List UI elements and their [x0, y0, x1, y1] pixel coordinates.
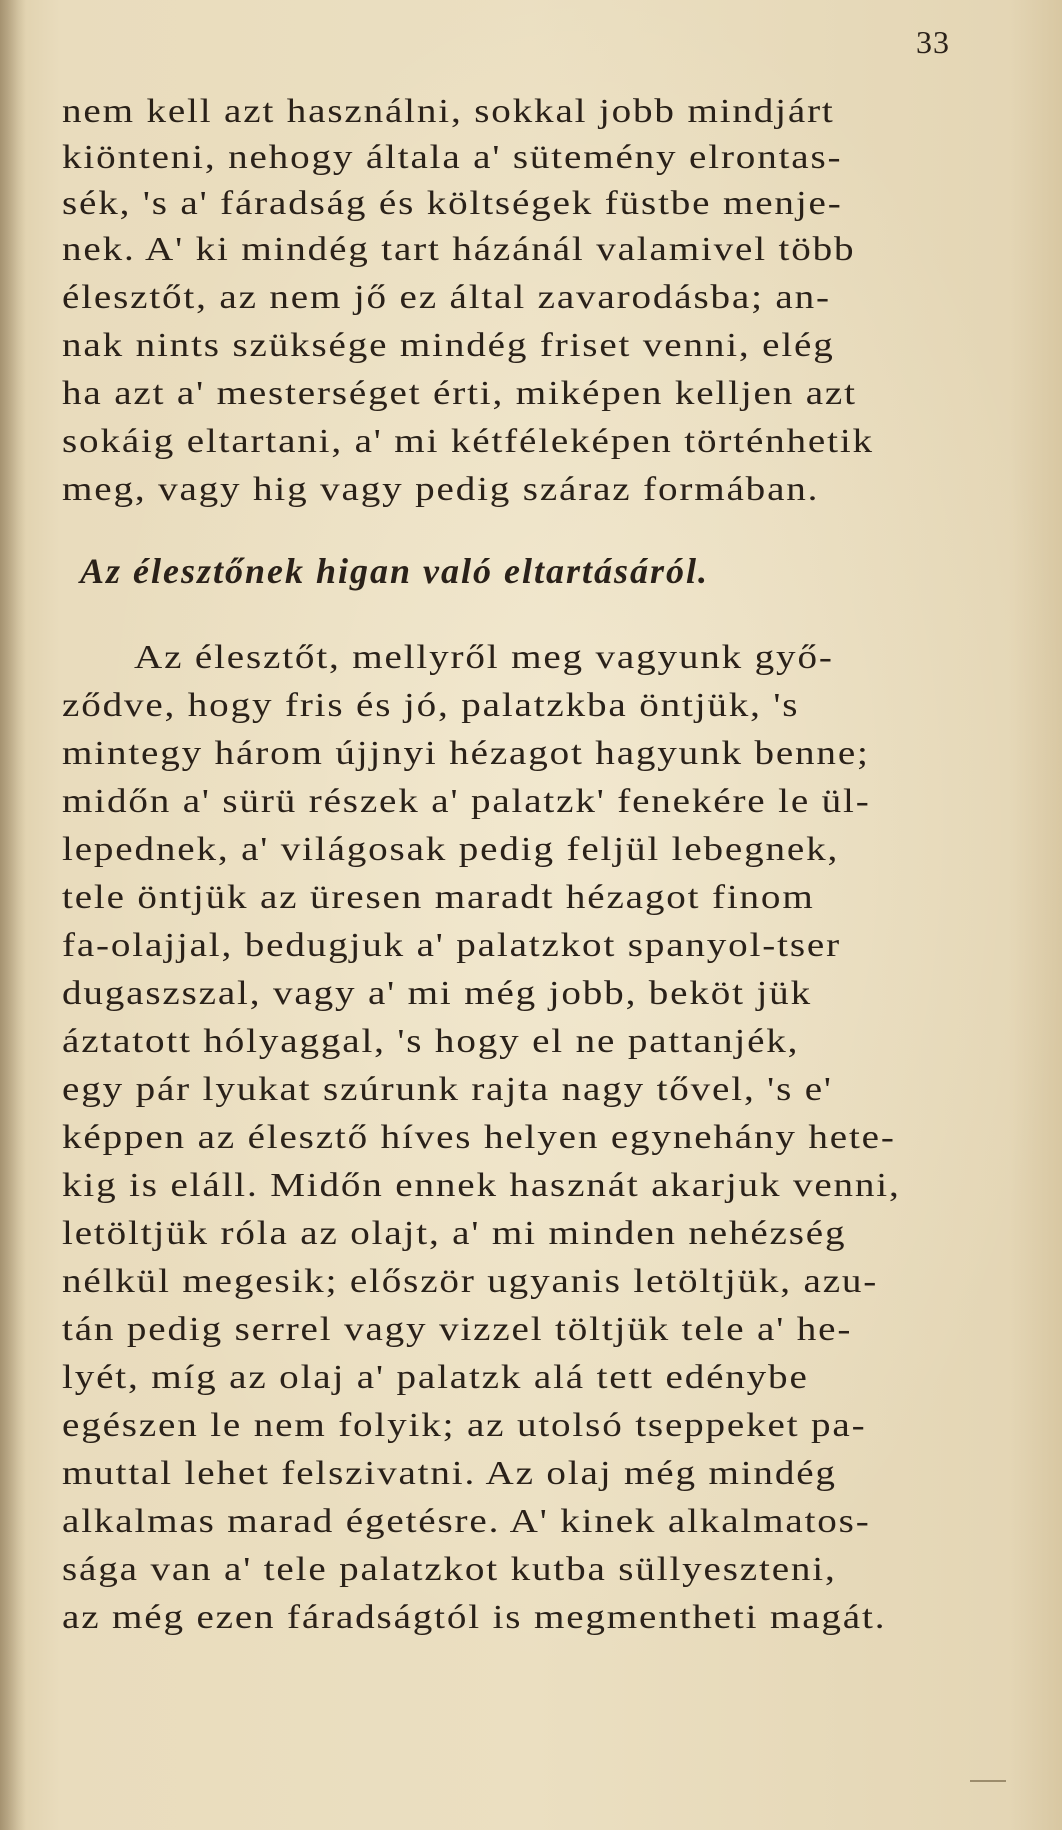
text-line: kig is eláll. Midőn ennek hasznát akarjuk venni,	[62, 1167, 901, 1204]
text-line: ha azt a' mesterséget érti, miképen kelljen azt	[62, 375, 857, 412]
text-line: Az élesztőt, mellyről meg vagyunk győ-	[134, 639, 834, 676]
text-line: nem kell azt használni, sokkal jobb mindjárt	[62, 93, 835, 130]
text-line: midőn a' sürü részek a' palatzk' fenekére le ül-	[62, 783, 871, 820]
text-line: sék, 's a' fáradság és költségek füstbe menje-	[62, 185, 843, 222]
text-line: alkalmas marad égetésre. A' kinek alkalmatos-	[62, 1503, 871, 1540]
text-line: áztatott hólyaggal, 's hogy el ne pattanjék,	[62, 1023, 800, 1060]
text-line: nélkül megesik; először ugyanis letöltjük, azu-	[62, 1263, 879, 1300]
text-line: meg, vagy hig vagy pedig száraz formában.	[62, 471, 820, 508]
text-line: nak nints szüksége mindég friset venni, elég	[62, 327, 835, 364]
text-line: egészen le nem folyik; az utolsó tseppeket pa-	[62, 1407, 867, 1444]
text-line: fa-olajjal, bedugjuk a' palatzkot spanyol-tser	[62, 927, 841, 964]
text-line: sága van a' tele palatzkot kutba süllyeszteni,	[62, 1551, 837, 1588]
text-line: letöltjük róla az olajt, a' mi minden nehézség	[62, 1215, 847, 1252]
page-end-rule	[970, 1780, 1006, 1782]
text-line: muttal lehet felszivatni. Az olaj még mindég	[62, 1455, 837, 1492]
page-number: 33	[916, 24, 950, 60]
text-line: nek. A' ki mindég tart házánál valamivel több	[62, 231, 856, 268]
text-line: lyét, míg az olaj a' palatzk alá tett edénybe	[62, 1359, 809, 1396]
text-line: egy pár lyukat szúrunk rajta nagy tővel, 's e'	[62, 1071, 833, 1108]
text-line: tele öntjük az üresen maradt hézagot finom	[62, 879, 815, 916]
text-line: sokáig eltartani, a' mi kétféleképen történhetik	[62, 423, 874, 460]
text-line: lepednek, a' világosak pedig feljül lebegnek,	[62, 831, 840, 868]
text-line: dugaszszal, vagy a' mi még jobb, beköt jük	[62, 975, 812, 1012]
text-line: képpen az élesztő híves helyen egynehány hete-	[62, 1119, 896, 1156]
text-line: kiönteni, nehogy általa a' sütemény elrontas-	[62, 139, 843, 176]
section-heading: Az élesztőnek higan való eltartásáról.	[80, 551, 710, 591]
text-line: élesztőt, az nem jő ez által zavarodásba; an-	[62, 279, 831, 316]
spine-shadow	[0, 0, 26, 1830]
text-line: az még ezen fáradságtól is megmentheti magát.	[62, 1599, 887, 1636]
text-line: mintegy három újjnyi hézagot hagyunk benne;	[62, 735, 870, 772]
text-line: ződve, hogy fris és jó, palatzkba öntjük, 's	[62, 687, 800, 724]
text-line: tán pedig serrel vagy vizzel töltjük tele a' he-	[62, 1311, 853, 1348]
